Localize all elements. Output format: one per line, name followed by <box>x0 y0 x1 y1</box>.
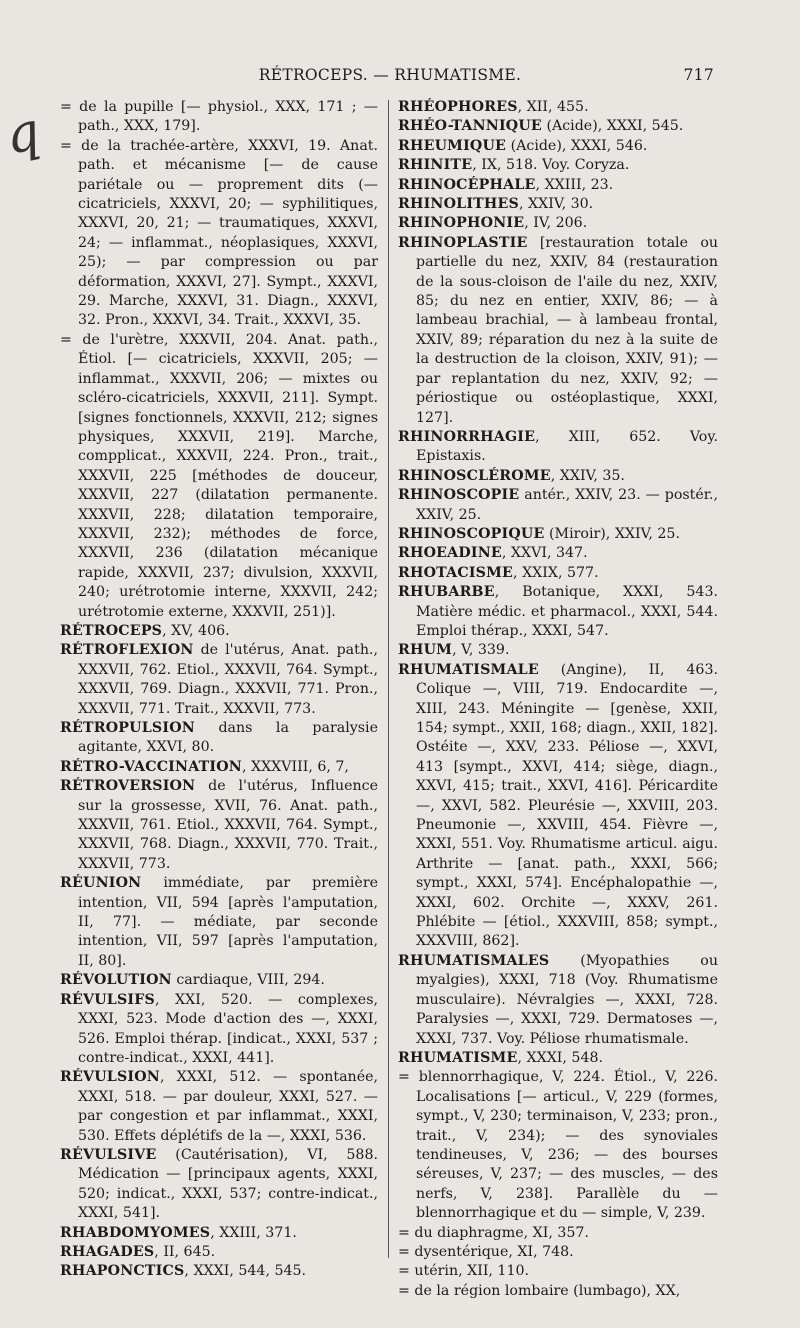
entry-text: (Angine), II, 463. Colique —, VIII, 719. Endocardite —, XIII, 243. Méningite — [genèse, XXII, 154; sympt., XXII, 168; diagn., XXII, 182]. Ostéite —, XXV, 233. Péliose —, XXVI, 413 [sympt., XXVI, 414; siège, diagn., XXVI, 415; trait., XXVI, 416]. Péricardite —, XXVI, 582. Pleurésie —, XXVIII, 203. Pneumonie —, XXVIII, 454. Fièvre —, XXXI, 551. Voy. Rhumatisme articul. aigu. Arthrite — [anat. path., XXXI, 566; sympt., XXXI, 574]. Encéphalopathie —, XXXI, 602. Orchite —, XXXV, 261. Phlébite — [étiol., XXXVIII, 858; sympt., XXXVIII, 862]. <box>416 661 718 950</box>
entry-text: = dysentérique, XI, 748. <box>398 1243 574 1260</box>
entry-headword: RHINOSCLÉROME <box>398 467 551 484</box>
entry-text: = blennorrhagique, V, 224. Étiol., V, 226. Localisations [— articul., V, 229 (formes, sympt., V, 230; terminaison, V, 233; pron., trait., V, 234); — des synoviales tendineuses, V, 236; — des bourses séreuses, V, 237; — des muscles, — des nerfs, V, 238]. Parallèle du — blennorrhagique et du — simple, V, 239. <box>398 1069 718 1222</box>
entry-text: , IV, 206. <box>524 215 588 232</box>
entry-text: (Miroir), XXIV, 25. <box>544 525 680 542</box>
index-entry <box>60 98 378 137</box>
entry-text: , V, 339. <box>452 642 510 659</box>
running-header <box>60 66 720 92</box>
right-column <box>398 98 718 1301</box>
entry-headword: RÉTROVERSION <box>60 778 196 795</box>
index-entry <box>60 719 378 758</box>
entry-text: = de la trachée-artère, XXXVI, 19. Anat. path. et mécanisme [— de cause pariétale ou — proprement dits (— cicatriciels, XXXVI, 20; — syphilitiques, XXXVI, 20, 21; — traumatiques, XXXVI, 24; — inflammat., néoplasiques, XXXVI, 25); — par compression ou par déformation, XXXVI, 27]. Sympt., XXXVI, 29. Marche, XXXVI, 31. Diagn., XXXVI, 32. Pron., XXXVI, 34. Trait., XXXVI, 35. <box>60 137 378 329</box>
index-entry <box>60 641 378 719</box>
entry-text: , XXIV, 35. <box>550 467 625 484</box>
entry-text: de l'utérus, Anat. path., XXXVII, 762. Etiol., XXXVII, 764. Sympt., XXXVII, 769. Diagn., XXXVII, 771. Pron., XXXVII, 771. Trait., XXXVII, 773. <box>78 642 378 717</box>
entry-text: , IX, 518. Voy. Coryza. <box>472 157 630 174</box>
entry-text: , XXXI, 548. <box>517 1049 604 1066</box>
entry-headword: RHUBARBE <box>398 584 495 601</box>
handwritten-margin-mark: q <box>0 101 46 167</box>
entry-text: dans la paralysie agitante, XXVI, 80. <box>78 720 378 756</box>
entry-text: , XXXI, 544, 545. <box>184 1263 307 1280</box>
index-entry <box>398 1049 718 1068</box>
index-entry <box>60 1146 378 1224</box>
entry-text: , XXIII, 23. <box>535 176 614 193</box>
entry-text: = utérin, XII, 110. <box>398 1263 530 1280</box>
entry-text: = de l'urètre, XXXVII, 204. Anat. path., Étiol. [— cicatriciels, XXXVII, 205; — inflammat., XXXVII, 206; — mixtes ou scléro-cicatriciels, XXXVII, 211]. Sympt. [signes fonctionnels, XXXVII, 212; signes physiques, XXXVII, 219]. Marche, compplicat., XXXVII, 224. Pron., trait., XXXVII, 225 [méthodes de douceur, XXXVII, 227 (dilatation permanente. XXXVII, 228; dilatation temporaire, XXXVII, 232); méthodes de force, XXXVII, 236 (dilatation mécanique rapide, XXXVII, 237; divulsion, XXXVII, 240; urétrotomie interne, XXXVII, 242; urétrotomie externe, XXXVII, 251)]. <box>60 331 378 620</box>
index-entry <box>398 467 718 486</box>
index-entry <box>398 583 718 641</box>
entry-headword: RHINOSCOPIQUE <box>398 525 545 542</box>
entry-headword: RÉVULSIVE <box>60 1146 157 1163</box>
index-entry <box>60 758 378 777</box>
index-entry <box>60 874 378 971</box>
entry-headword: RHOEADINE <box>398 545 502 562</box>
entry-headword: RHINORRHAGIE <box>398 428 536 445</box>
entry-text: = de la pupille [— physiol., XXX, 171 ; — path., XXX, 179]. <box>60 99 378 135</box>
entry-text: , XII, 455. <box>517 99 589 115</box>
index-entry <box>60 991 378 1069</box>
entry-headword: RHINOCÉPHALE <box>398 176 536 193</box>
index-entry <box>398 952 718 1049</box>
index-entry <box>398 1224 718 1243</box>
index-entry <box>60 137 378 331</box>
entry-headword: RHABDOMYOMES <box>60 1224 211 1241</box>
entry-headword: RÉVULSIFS <box>60 991 155 1008</box>
entry-text: , XV, 406. <box>162 622 230 639</box>
entry-headword: RHOTACISME <box>398 564 514 581</box>
entry-headword: RHINOLITHES <box>398 196 519 213</box>
index-entry <box>398 214 718 233</box>
entry-headword: RHUMATISMALES <box>398 952 550 969</box>
entry-headword: RHAPONCTICS <box>60 1263 185 1280</box>
index-entry <box>398 98 718 117</box>
page-number: 717 <box>683 66 714 84</box>
index-entry <box>398 564 718 583</box>
entry-headword: RÉTROCEPS <box>60 622 163 639</box>
entry-text: , XXXI, 512. — spontanée, XXXI, 518. — par douleur, XXXI, 527. — par congestion et par inflammat., XXXI, 530. Effets déplétifs de la —, XXXI, 536. <box>78 1069 378 1144</box>
entry-text: (Myopathies ou myalgies), XXXI, 718 (Voy. Rhumatisme musculaire). Névralgies —, XXXI, 728. Paralysies —, XXXI, 729. Dermatoses —, XXXI, 737. Voy. Péliose rhumatismale. <box>416 952 718 1047</box>
index-entry <box>398 486 718 525</box>
entry-text: , XXIV, 30. <box>519 196 594 213</box>
index-entry <box>398 525 718 544</box>
entry-headword: RÉTROPULSION <box>60 720 195 736</box>
entry-headword: RHUMATISME <box>398 1049 518 1066</box>
index-entry <box>398 1068 718 1223</box>
entry-text: , Botanique, XXXI, 543. Matière médic. et pharmacol., XXXI, 544. Emploi thérap., XXXI, 547. <box>416 584 718 639</box>
index-entry <box>60 1068 378 1146</box>
entry-headword: RHÉO-TANNIQUE <box>398 118 542 135</box>
entry-text: , XXIX, 577. <box>513 564 599 581</box>
entry-text: de l'utérus, Influence sur la grossesse, XVII, 76. Anat. path., XXXVII, 761. Etiol., XXXVII, 764. Sympt., XXXVII, 768. Diagn., XXXVII, 770. Trait., XXXVII, 773. <box>78 778 378 872</box>
entry-text: (Acide), XXXI, 545. <box>541 118 684 135</box>
entry-headword: RÉVULSION <box>60 1069 160 1086</box>
column-divider <box>388 100 389 1258</box>
index-entry <box>398 176 718 195</box>
entry-text: = du diaphragme, XI, 357. <box>398 1224 589 1241</box>
entry-text: , XXVI, 347. <box>501 545 588 562</box>
index-entry <box>398 234 718 428</box>
index-entry <box>398 1262 718 1281</box>
index-entry <box>398 661 718 952</box>
index-entry <box>60 1243 378 1262</box>
left-column <box>60 98 378 1282</box>
index-entry <box>60 1262 378 1281</box>
index-entry <box>398 1243 718 1262</box>
index-entry <box>398 1282 718 1301</box>
entry-text: antér., XXIV, 23. — postér., XXIV, 25. <box>416 487 718 523</box>
entry-text: , XXI, 520. — complexes, XXXI, 523. Mode d'action des —, XXXI, 526. Emploi thérap. [indicat., XXXI, 537 ; contre-indicat., XXXI, 441]. <box>78 991 378 1066</box>
entry-headword: RÉVOLUTION <box>60 972 172 989</box>
entry-text: , XXIII, 371. <box>210 1224 297 1241</box>
entry-headword: RÉTRO-VACCINATION <box>60 758 242 775</box>
entry-headword: RHINOSCOPIE <box>398 487 520 504</box>
entry-headword: RHAGADES <box>60 1243 155 1260</box>
entry-text: (Cautérisation), VI, 588. Médication — [principaux agents, XXXI, 520; indicat., XXXI, 537; contre-indicat., XXXI, 541]. <box>78 1146 378 1222</box>
index-entry <box>60 622 378 641</box>
index-entry <box>398 137 718 156</box>
entry-text: cardiaque, VIII, 294. <box>171 972 325 989</box>
running-title: RÉTROCEPS. — RHUMATISME. <box>258 66 522 84</box>
entry-headword: RHEUMIQUE <box>398 137 507 154</box>
entry-text: , XXXVIII, 6, 7, <box>241 758 349 775</box>
entry-headword: RÉTROFLEXION <box>60 642 194 659</box>
index-entry <box>60 777 378 874</box>
entry-headword: RÉUNION <box>60 875 142 892</box>
entry-headword: RHINITE <box>398 157 473 174</box>
index-entry <box>398 544 718 563</box>
index-entry <box>398 641 718 660</box>
index-entry <box>398 428 718 467</box>
index-entry <box>398 117 718 136</box>
entry-text: = de la région lombaire (lumbago), XX, <box>398 1282 681 1299</box>
index-entry <box>60 971 378 990</box>
entry-headword: RHINOPHONIE <box>398 215 525 232</box>
entry-headword: RHÉOPHORES <box>398 99 518 115</box>
index-entry <box>398 156 718 175</box>
entry-headword: RHINOPLASTIE <box>398 234 528 251</box>
index-entry <box>60 331 378 622</box>
entry-text: immédiate, par première intention, VII, 594 [après l'amputation, II, 77]. — médiate, par seconde intention, VII, 597 [après l'amputation, II, 80]. <box>78 875 378 969</box>
index-entry <box>60 1224 378 1243</box>
entry-headword: RHUM <box>398 642 453 659</box>
entry-text: , II, 645. <box>154 1243 216 1260</box>
index-entry <box>398 195 718 214</box>
entry-headword: RHUMATISMALE <box>398 661 539 678</box>
entry-text: [restauration totale ou partielle du nez, XXIV, 84 (restauration de la sous-cloison de l'aile du nez, XXIV, 85; du nez en entier, XXIV, 86; — à lambeau brachial, — à lambeau frontal, XXIV, 89; réparation du nez à la suite de la destruction de la cloison, XXIV, 91); — par replantation du nez, XXIV, 92; — périostique ou ostéoplastique, XXXI, 127]. <box>416 234 718 426</box>
entry-text: (Acide), XXXI, 546. <box>506 137 648 154</box>
entry-text: , XIII, 652. Voy. Epistaxis. <box>416 428 718 465</box>
